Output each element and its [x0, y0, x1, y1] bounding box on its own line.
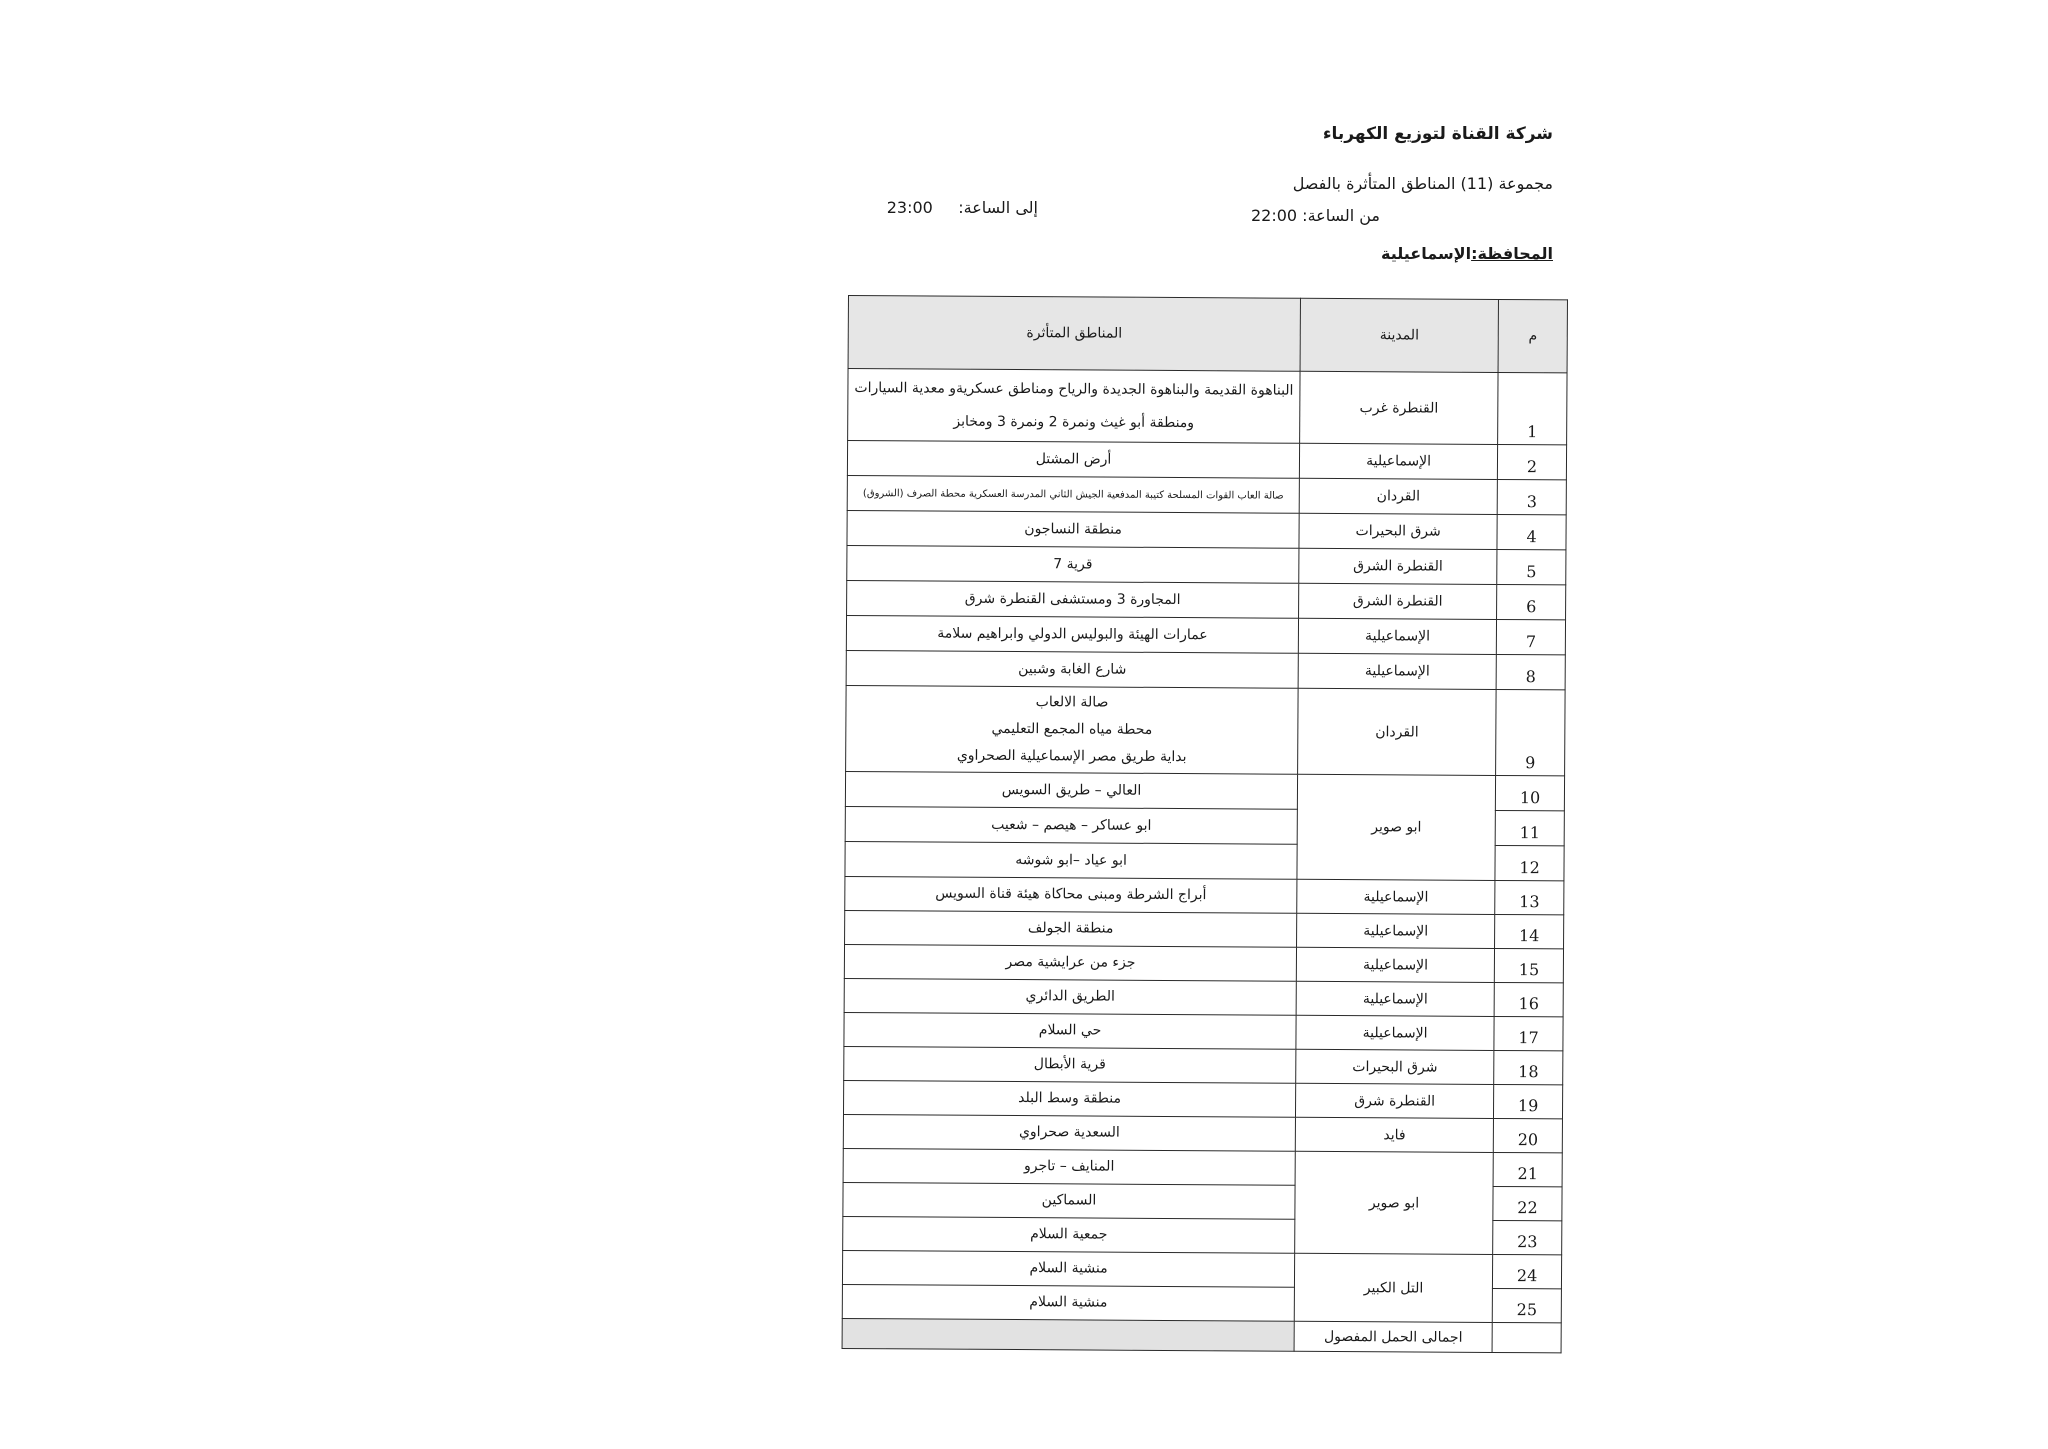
row-num: 25	[1492, 1288, 1561, 1322]
row-num: 17	[1494, 1016, 1563, 1050]
row-areas: منطقة وسط البلد	[843, 1080, 1295, 1117]
area-line: بداية طريق مصر الإسماعيلية الصحراوي	[956, 747, 1187, 766]
row-areas: السماكين	[843, 1182, 1295, 1219]
row-num: 14	[1495, 914, 1564, 948]
table-total-row	[842, 1318, 1561, 1352]
row-areas: أرض المشتل	[847, 441, 1299, 479]
table-row	[846, 650, 1565, 689]
row-num: 2	[1498, 444, 1567, 479]
group-line: مجموعة (11) المناطق المتأثرة بالفصل	[1292, 174, 1553, 193]
row-num: 21	[1493, 1152, 1562, 1186]
row-num: 9	[1496, 689, 1565, 775]
table-row	[846, 615, 1565, 654]
area-line: محطة مياه المجمع التعليمي	[991, 720, 1153, 738]
to-time	[887, 198, 1038, 217]
table-row	[843, 1148, 1562, 1186]
row-areas: السعدية صحراوي	[843, 1114, 1295, 1151]
row-areas: عمارات الهيئة والبوليس الدولي وابراهيم سلامة	[846, 615, 1298, 653]
row-city: القنطرة شرق	[1296, 1083, 1494, 1118]
row-num: 19	[1494, 1084, 1563, 1118]
row-areas: حي السلام	[844, 1012, 1296, 1049]
from-time	[1251, 206, 1380, 225]
row-num: 20	[1493, 1118, 1562, 1152]
row-city: الإسماعيلية	[1298, 653, 1496, 689]
row-city: فايد	[1295, 1117, 1493, 1152]
table-header-row	[848, 296, 1567, 373]
row-num: 15	[1495, 948, 1564, 982]
table-row	[844, 978, 1563, 1016]
row-areas: جمعية السلام	[843, 1216, 1295, 1253]
row-city: شرق البحيرات	[1299, 513, 1497, 549]
governorate	[1381, 244, 1553, 263]
row-areas: العالي – طريق السويس	[845, 771, 1297, 809]
row-areas: قرية 7	[847, 545, 1299, 583]
row-areas: جزء من عرايشية مصر	[844, 944, 1296, 981]
row-city: الإسماعيلية	[1296, 1015, 1494, 1050]
total-label: اجمالى الحمل المفصول	[1294, 1321, 1492, 1352]
row-areas: المنايف – تاجرو	[843, 1148, 1295, 1185]
row-num: 22	[1493, 1186, 1562, 1220]
table-row	[845, 876, 1564, 914]
row-num: 8	[1496, 654, 1565, 689]
table-row	[844, 1046, 1563, 1084]
row-city: القنطرة غرب	[1300, 371, 1499, 444]
row-areas: منشية السلام	[842, 1250, 1294, 1287]
col-header-num: م	[1498, 299, 1567, 372]
from-label: من الساعة:	[1302, 206, 1380, 225]
total-value-cell	[842, 1318, 1294, 1351]
row-city: الإسماعيلية	[1296, 981, 1494, 1016]
row-areas: منطقة النساجون	[847, 510, 1299, 548]
table-row	[845, 771, 1564, 810]
row-num: 12	[1495, 845, 1564, 880]
row-num: 1	[1498, 372, 1567, 444]
table-row	[843, 1080, 1562, 1118]
row-city: الإسماعيلية	[1298, 618, 1496, 654]
row-city: الإسماعيلية	[1297, 913, 1495, 948]
row-city: القردان	[1299, 478, 1497, 514]
area-line: البناهوة القديمة والبناهوة الجديدة والرياح ومناطق عسكريةو معدية السيارات	[854, 379, 1294, 399]
row-num: 23	[1493, 1220, 1562, 1254]
table-row	[847, 475, 1566, 514]
total-num-cell	[1492, 1322, 1561, 1352]
row-city: الإسماعيلية	[1296, 947, 1494, 982]
table-row	[846, 685, 1566, 775]
table-row	[848, 369, 1567, 445]
row-num: 7	[1497, 619, 1566, 654]
table-row	[844, 1012, 1563, 1050]
row-city: القردان	[1298, 688, 1497, 775]
table-row	[845, 910, 1564, 948]
table-row	[847, 441, 1566, 480]
area-line: صالة الالعاب	[1035, 694, 1109, 711]
row-num: 16	[1494, 982, 1563, 1016]
table-row	[847, 580, 1566, 619]
row-city-merged: التل الكبير	[1294, 1253, 1493, 1322]
row-areas: الطريق الدائري	[844, 978, 1296, 1015]
table-row	[842, 1250, 1561, 1288]
table-row	[847, 545, 1566, 584]
affected-areas-table	[842, 295, 1568, 1353]
row-num: 24	[1493, 1254, 1562, 1288]
row-areas: منطقة الجولف	[845, 910, 1297, 947]
row-num: 13	[1495, 880, 1564, 914]
row-areas: منشية السلام	[842, 1284, 1294, 1321]
row-areas: شارع الغابة وشبين	[846, 650, 1298, 688]
row-areas: المجاورة 3 ومستشفى القنطرة شرق	[847, 580, 1299, 618]
row-num: 11	[1495, 810, 1564, 845]
row-num: 5	[1497, 549, 1566, 584]
row-areas	[848, 369, 1300, 444]
row-areas: ابو عساكر – هيصم – شعيب	[845, 806, 1297, 844]
col-header-city: المدينة	[1300, 298, 1499, 372]
row-num: 6	[1497, 584, 1566, 619]
table-row	[844, 944, 1563, 982]
table-row	[843, 1114, 1562, 1152]
row-areas: أبراج الشرطة ومبنى محاكاة هيئة قناة السويس	[845, 876, 1297, 913]
row-num: 3	[1497, 479, 1566, 514]
row-city-merged: ابو صوير	[1297, 774, 1496, 880]
to-label: إلى الساعة:	[958, 198, 1038, 217]
row-city: القنطرة الشرق	[1299, 583, 1497, 619]
row-areas	[846, 685, 1299, 774]
row-num: 18	[1494, 1050, 1563, 1084]
row-num: 10	[1496, 775, 1565, 810]
to-value: 23:00	[886, 198, 933, 217]
row-areas: ابو عياد –ابو شوشه	[845, 841, 1297, 879]
col-header-areas: المناطق المتأثرة	[848, 296, 1300, 372]
row-city: شرق البحيرات	[1296, 1049, 1494, 1084]
from-value: 22:00	[1250, 206, 1298, 225]
row-city-merged: ابو صوير	[1295, 1151, 1494, 1254]
row-city: الإسماعيلية	[1299, 443, 1497, 479]
row-areas: قرية الأبطال	[844, 1046, 1296, 1083]
row-num: 4	[1497, 514, 1566, 549]
area-line: ومنطقة أبو غيث ونمرة 2 ونمرة 3 ومخابز	[953, 413, 1195, 431]
table-row	[847, 510, 1566, 549]
row-city: الإسماعيلية	[1297, 879, 1495, 914]
governorate-label: المحافظة:	[1471, 244, 1553, 263]
governorate-value: الإسماعيلية	[1380, 244, 1472, 263]
row-areas: صالة العاب القوات المسلحة كتيبة المدفعية الجيش الثاني المدرسة العسكرية محطة الصرف (الشروق)	[847, 475, 1299, 513]
row-city: القنطرة الشرق	[1299, 548, 1497, 584]
company-name: شركة القناة لتوزيع الكهرباء	[1322, 124, 1553, 144]
